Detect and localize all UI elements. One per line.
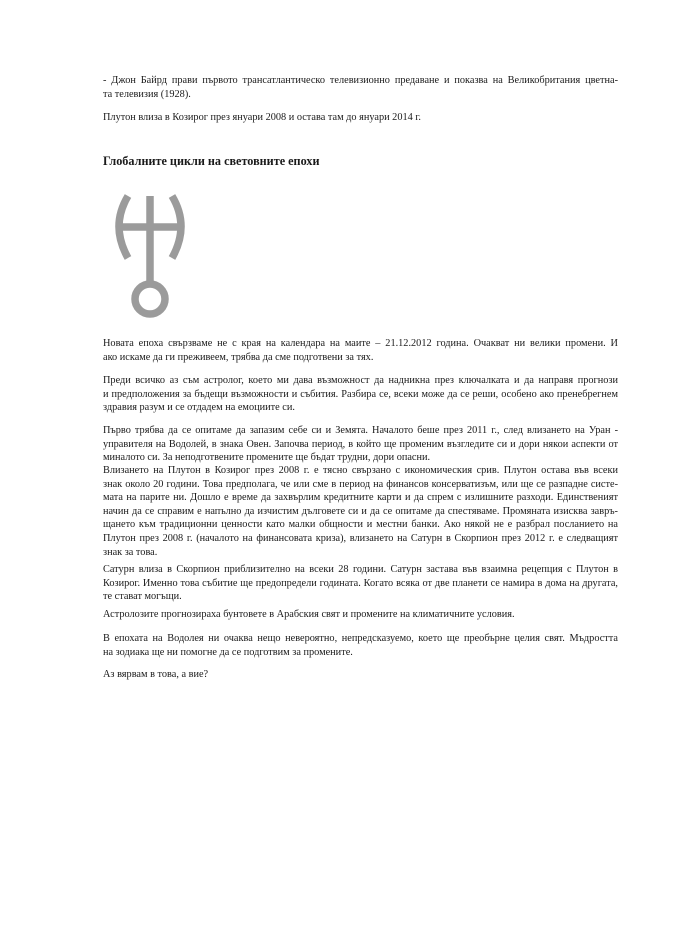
paragraph-6 bbox=[103, 608, 618, 622]
text-line: Първо трябва да се опитаме да запазим себе си и Земята. Началото беше през 2011 г., след влизането на Уран - bbox=[103, 425, 618, 436]
text-line: Плутон влиза в Козирог през януари 2008 и остава там до януари 2014 г. bbox=[103, 112, 421, 123]
text-line: - Джон Байрд прави първото трансатлантическо телевизионно предаване и показва на Великобритания цветна- bbox=[103, 75, 618, 86]
paragraph-3 bbox=[103, 424, 618, 465]
paragraph-5 bbox=[103, 563, 618, 604]
text-line: Сатурн влиза в Скорпион приблизително на всеки 28 години. Сатурн застава във взаимна рецепция с Плутон в bbox=[103, 564, 618, 575]
text-line: ако искаме да ги преживеем, трябва да сме подготвени за тях. bbox=[103, 351, 374, 363]
text-line: знак около 20 години. Това предполага, че или сме в период на финансов консерватизъм, или ще се разпадне систе- bbox=[103, 478, 618, 490]
text-line: Плутон през 2008 г. (началото на финансовата криза), влизането на Сатурн в Скорпион през 2012 г. е следващият bbox=[103, 532, 618, 544]
paragraph-intro-1 bbox=[103, 74, 618, 101]
text-line: и предположения за бъдещи възможности и събития. Разбира се, всеки може да се реши, особено ако пренебрегнем bbox=[103, 388, 618, 400]
paragraph-intro-2 bbox=[103, 111, 618, 125]
text-line: Преди всичко аз съм астролог, което ми дава възможност да надникна през ключалката и да направя прогнози bbox=[103, 375, 618, 386]
text-line: мата на парите ни. Дошло е време да захвърлим кредитните карти и да спрем с излишните разходи. Единственият bbox=[103, 492, 618, 504]
paragraph-8 bbox=[103, 668, 618, 682]
text-line: Новата епоха свързваме не с края на календара на маите – 21.12.2012 година. Очакват ни велики промени. И bbox=[103, 338, 618, 349]
paragraph-2 bbox=[103, 374, 618, 415]
paragraph-7 bbox=[103, 632, 618, 659]
text-line: управителя на Водолей, в знака Овен. Започва период, в който ще променим възгледите си и дори някои аспекти от bbox=[103, 438, 618, 450]
paragraph-4 bbox=[103, 464, 618, 559]
text-line: Астролозите прогнозираха бунтовете в Арабския свят и промените на климатичните условия. bbox=[103, 609, 515, 620]
paragraph-1 bbox=[103, 337, 618, 364]
text-line: Аз вярвам в това, а вие? bbox=[103, 669, 209, 680]
text-line: на зодиака ще ни помогне да се подготвим за промените. bbox=[103, 646, 353, 658]
section-heading: Глобалните цикли на световните епохи bbox=[103, 154, 320, 168]
text-line: миналото си. За неподготвените промените ще бъдат трудни, дори опасни. bbox=[103, 452, 431, 464]
text-line: Влизането на Плутон в Козирог през 2008 г. е тясно свързано с икономическия срив. Плутон остава във всеки bbox=[103, 465, 618, 476]
text-line: щането към традиционни ценности като малки общности и местни банки. Ако някой не е разбрал посланието на bbox=[103, 519, 618, 531]
text-line: знак за това. bbox=[103, 546, 158, 558]
text-line: В епохата на Водолея ни очаква нещо невероятно, непредсказуемо, което ще преобърне целия свят. Мъдростта bbox=[103, 633, 618, 644]
text-line: Козирог. Именно това събитие ще предопредели годината. Когато всяка от две планети се намира в дома на другата, bbox=[103, 577, 618, 589]
uranus-astrological-symbol-icon bbox=[108, 192, 192, 319]
text-line: та телевизия (1928). bbox=[103, 88, 191, 100]
text-line: здравия разум и се отдадем на емоциите си. bbox=[103, 402, 295, 414]
text-line: те стават могъщи. bbox=[103, 591, 182, 603]
text-line: начин да се справим е напълно да изчистим дълговете си и да се опитаме да спестяваме. Промяната изисква завръ- bbox=[103, 505, 618, 517]
